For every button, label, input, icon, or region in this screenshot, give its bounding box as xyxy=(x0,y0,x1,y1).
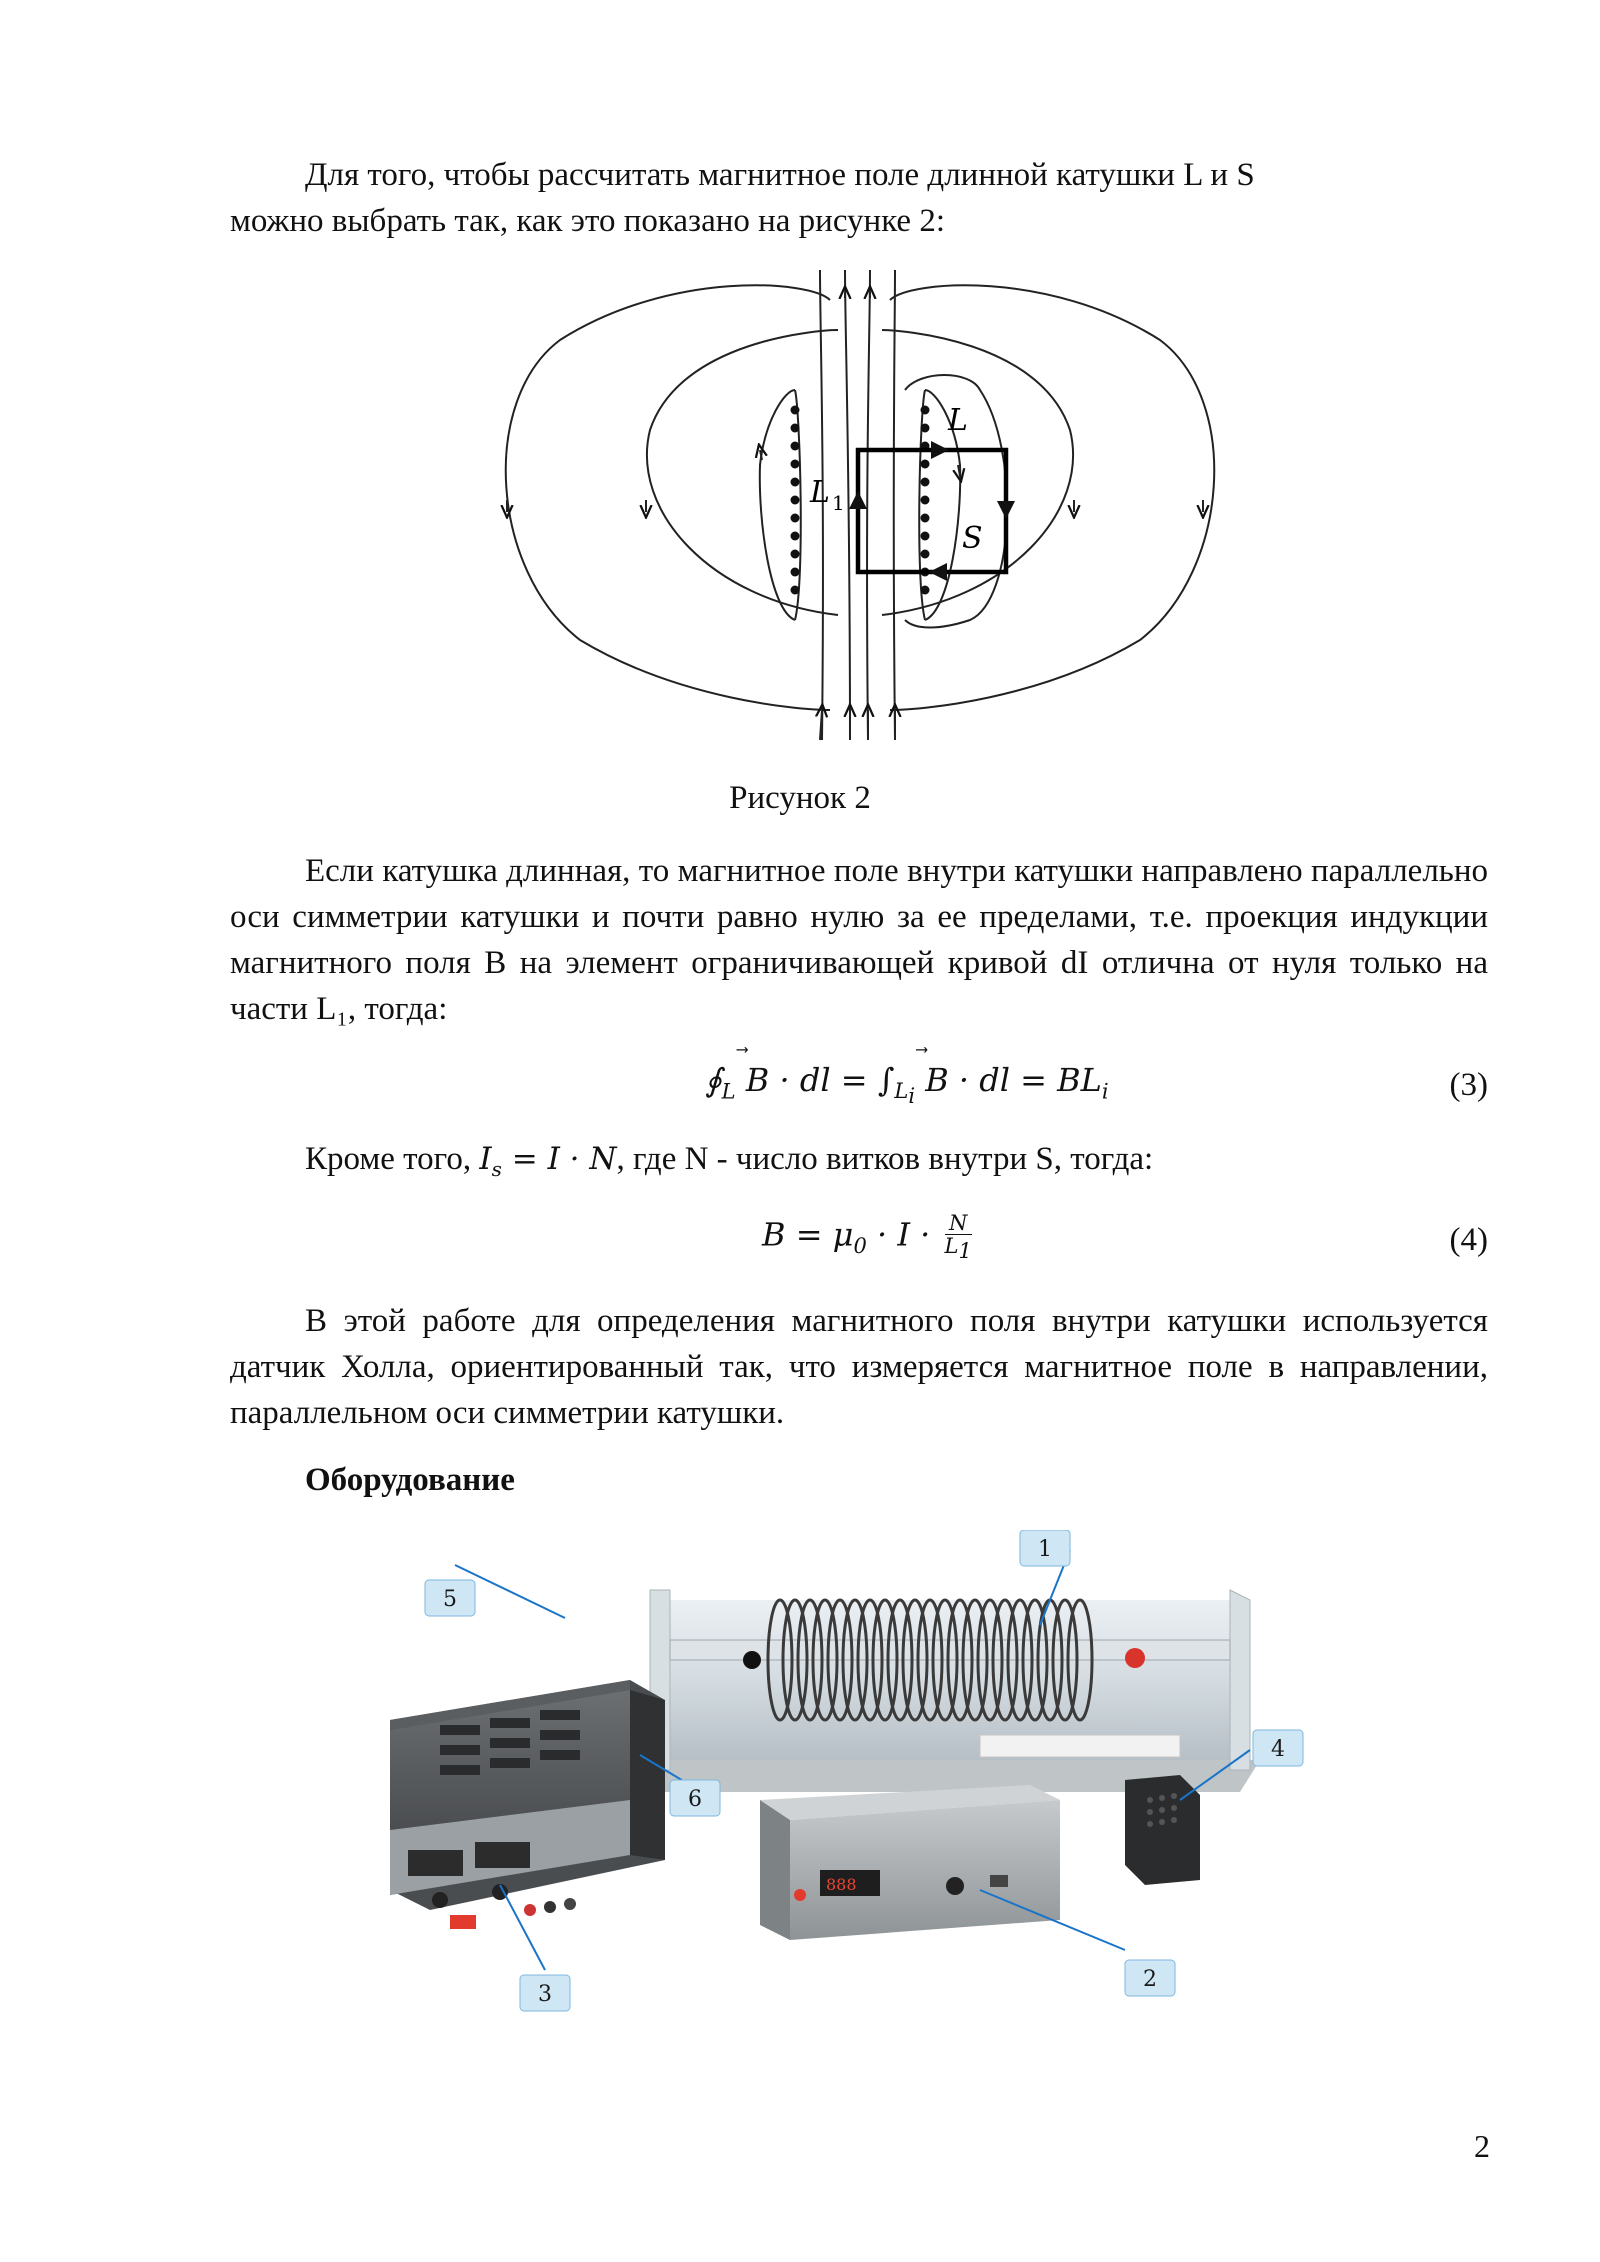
label-L1-sub: 1 xyxy=(832,491,845,515)
callout-2: 2 xyxy=(1143,1967,1157,1992)
callout-4: 4 xyxy=(1271,1737,1285,1762)
page-number: 2 xyxy=(1474,2128,1490,2164)
label-L1: L xyxy=(810,475,830,510)
equation-3-number: (3) xyxy=(1449,1067,1488,1103)
paragraph-is-definition: Кроме того, $I_s = I \cdot N$, где N - число витков внутри S, тогда: xyxy=(305,1141,1154,1182)
callout-5: 5 xyxy=(443,1587,457,1612)
label-L: L xyxy=(948,403,968,438)
callout-1: 1 xyxy=(1038,1537,1052,1562)
equipment-photo xyxy=(380,1530,1340,2050)
intro-line-1: Для того, чтобы рассчитать магнитное поле длинной катушки L и S xyxy=(305,157,1255,193)
figure-2-caption: Рисунок 2 xyxy=(729,780,871,816)
callout-3: 3 xyxy=(538,1982,552,2007)
callout-6: 6 xyxy=(688,1787,702,1812)
probe-block xyxy=(1125,1775,1200,1885)
intro-line-2: можно выбрать так, как это показано на рисунке 2: xyxy=(230,203,945,239)
control-box xyxy=(760,1785,1060,1940)
svg-text:888: 888 xyxy=(826,1875,857,1894)
equation-4-formula: $B = \mu_0 \cdot I$ · $\frac{N}{L_1}$ xyxy=(762,1211,972,1264)
equation-3 xyxy=(230,1055,1488,1125)
figure-2-solenoid-field xyxy=(500,270,1220,750)
solenoid-assembly xyxy=(650,1590,1260,1792)
paragraph-long-coil: Если катушка длинная, то магнитное поле внутри катушки направлено параллельно оси симметрии катушки и почти равно нулю за ее пределами, т.е. проекция индукции магнитного поля B на элемент ограничивающей кривой dI отлична от нуля только на части L₁, тогда: xyxy=(230,853,1488,1027)
equation-4-number: (4) xyxy=(1449,1222,1488,1258)
equation-3-formula: $∮_L$ ⃗ B · dl = $\int_{L_i}$ ⃗ B · dl = $BL_i$ xyxy=(705,1061,1109,1109)
paragraph-hall-sensor: В этой работе для определения магнитного поля внутри катушки используется датчик Холла, ориентированный так, что измеряется магнитное поле в направлении, параллельном оси симметрии катушки. xyxy=(230,1303,1488,1431)
label-S: S xyxy=(962,521,983,556)
equation-4 xyxy=(230,1200,1488,1270)
power-supply xyxy=(390,1680,665,1929)
equipment-heading: Оборудование xyxy=(305,1462,515,1498)
